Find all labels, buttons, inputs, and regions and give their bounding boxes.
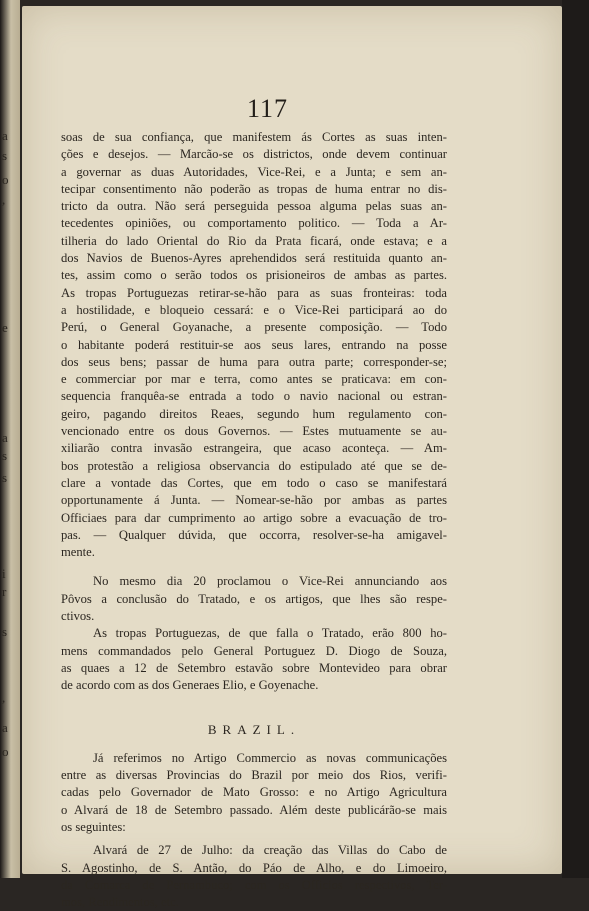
margin-fragment: o [2, 744, 9, 759]
text-line: o Alvará de 18 de Setembro passado. Além deste publicárão-se mais [61, 802, 447, 817]
text-line: As tropas Portuguezas retirar-se-hão para as suas fronteiras: toda [61, 285, 447, 300]
dark-background-edge [562, 0, 589, 878]
text-line: Pôvos a conclusão do Tratado, e os artigos, que lhes são respe- [61, 591, 447, 606]
text-line: opportunamente á Junta. — Nomear-se-hão por ambas as partes [61, 493, 447, 508]
margin-fragment: a [2, 430, 8, 445]
text-line: as quaes a 12 de Setembro estavão sobre Montevideo para obrar [61, 660, 447, 675]
text-line: soas de sua confiança, que manifestem ás Cortes as suas inten- [61, 130, 447, 144]
margin-fragment: s [2, 448, 8, 463]
paragraph-troops [61, 625, 447, 694]
text-line: xiliarão contra invasão estrangeira, que acaso aconteça. — Am- [61, 441, 447, 456]
text-line: ctivos. [61, 609, 95, 624]
text-line: Já referimos no Artigo Commercio as novas communicações [93, 750, 447, 765]
margin-fragment: a [2, 128, 8, 143]
text-line: mos, Rendimentos, etc. [61, 895, 179, 910]
page-body [61, 129, 447, 911]
margin-fragment: e [2, 320, 8, 335]
text-line: vencionado entre os dous Governos. — Estes mutuamente se au- [61, 424, 447, 439]
text-line: o habitante poderá restituir-se aos seus lares, entrando na posse [61, 337, 447, 352]
paragraph-brazil-intro [61, 750, 447, 836]
text-line: bos protestão a religiosa observancia do estipulado até que se de- [61, 458, 447, 473]
text-line: No mesmo dia 20 proclamou o Vice-Rei annunciando aos [93, 574, 447, 589]
page-number: 117 [247, 94, 289, 123]
margin-fragment: o [2, 172, 9, 187]
text-line: S. Agostinho, de S. Antão, do Páo de Alho, e do Limoeiro, [61, 860, 447, 875]
text-line: tes, assim como o serão todos os prisioneiros de ambas as partes. [61, 268, 447, 283]
text-line: dos seus bens; passar de huma para outra parte; corresponder-se; [61, 354, 447, 369]
text-line: Alvará de 27 de Julho: da creação das Villas do Cabo de [93, 843, 447, 858]
text-line: a hostilidade, e bloqueio cessará: e o Vice-Rei participará ao do [61, 302, 447, 317]
text-line: dos Navios de Buenos-Ayres aprehendidos será restituida quanto an- [61, 251, 447, 266]
text-line: cadas pelo Governador de Mato Grosso: e no Artigo Agricultura [61, 785, 447, 800]
paragraph-treaty-terms [61, 129, 447, 561]
margin-fragment: i [2, 566, 6, 581]
text-line: tilheria do lado Oriental do Rio da Prata ficará, onde estava; e a [61, 233, 447, 248]
margin-fragment: s [2, 624, 8, 639]
text-line: sequencia franquêa-se entrada a todo o navio nacional ou estran- [61, 389, 447, 404]
text-line: Officiaes para dar cumprimento ao artigo sobre a evacuação de tro- [61, 510, 447, 525]
paragraph-alvara [61, 842, 447, 911]
margin-fragment: , [2, 690, 6, 705]
text-line: ções e desejos. — Marcão-se os districtos, onde devem continuar [61, 147, 447, 162]
adjacent-page-edge [0, 0, 20, 878]
text-line: a governar as duas Autoridades, Vice-Rei, e a Junta; e sem an- [61, 164, 447, 179]
text-line: da Comarca de Pernambuco; com os Officios respectivos, Ter- [61, 877, 447, 892]
text-line: geiro, pagando direitos Reaes, segundo hum regulamento con- [61, 406, 447, 421]
margin-fragment: r [2, 584, 7, 599]
text-line: Perú, o General Goyanache, a presente composição. — Todo [61, 320, 447, 335]
text-line: os seguintes: [61, 819, 126, 834]
text-line: tricto da outra. Não será perseguida pessoa alguma pelas suas an- [61, 199, 447, 214]
paragraph-proclamation [61, 573, 447, 625]
margin-fragment: , [2, 192, 6, 207]
margin-fragment: s [2, 470, 8, 485]
text-line: tecedentes opiniões, ou comportamento politico. — Toda a Ar- [61, 216, 447, 231]
text-line: mente. [61, 545, 95, 560]
text-line: clare a vontade das Cortes, que em todo o caso se manifestará [61, 475, 447, 490]
text-line: de acordo com as dos Generaes Elio, e Goyenache. [61, 678, 319, 693]
text-line: tecipar consentimento não poderão as tropas de huma entrar no dis- [61, 181, 447, 196]
text-line: As tropas Portuguezas, de que falla o Tratado, erão 800 ho- [93, 626, 447, 641]
text-line: mens commandados pelo General Portuguez D. Diogo de Souza, [61, 643, 447, 658]
text-line: e commerciar por mar e terra, como antes se praticava: em con- [61, 372, 447, 387]
text-line: pas. — Qualquer dúvida, que occorra, resolver-se-ha amigavel- [61, 527, 447, 542]
section-heading: BRAZIL. [207, 721, 301, 737]
margin-fragment: s [2, 148, 8, 163]
margin-fragment: a [2, 720, 8, 735]
text-line: entre as diversas Provincias do Brazil por meio dos Rios, verifi- [61, 768, 447, 783]
